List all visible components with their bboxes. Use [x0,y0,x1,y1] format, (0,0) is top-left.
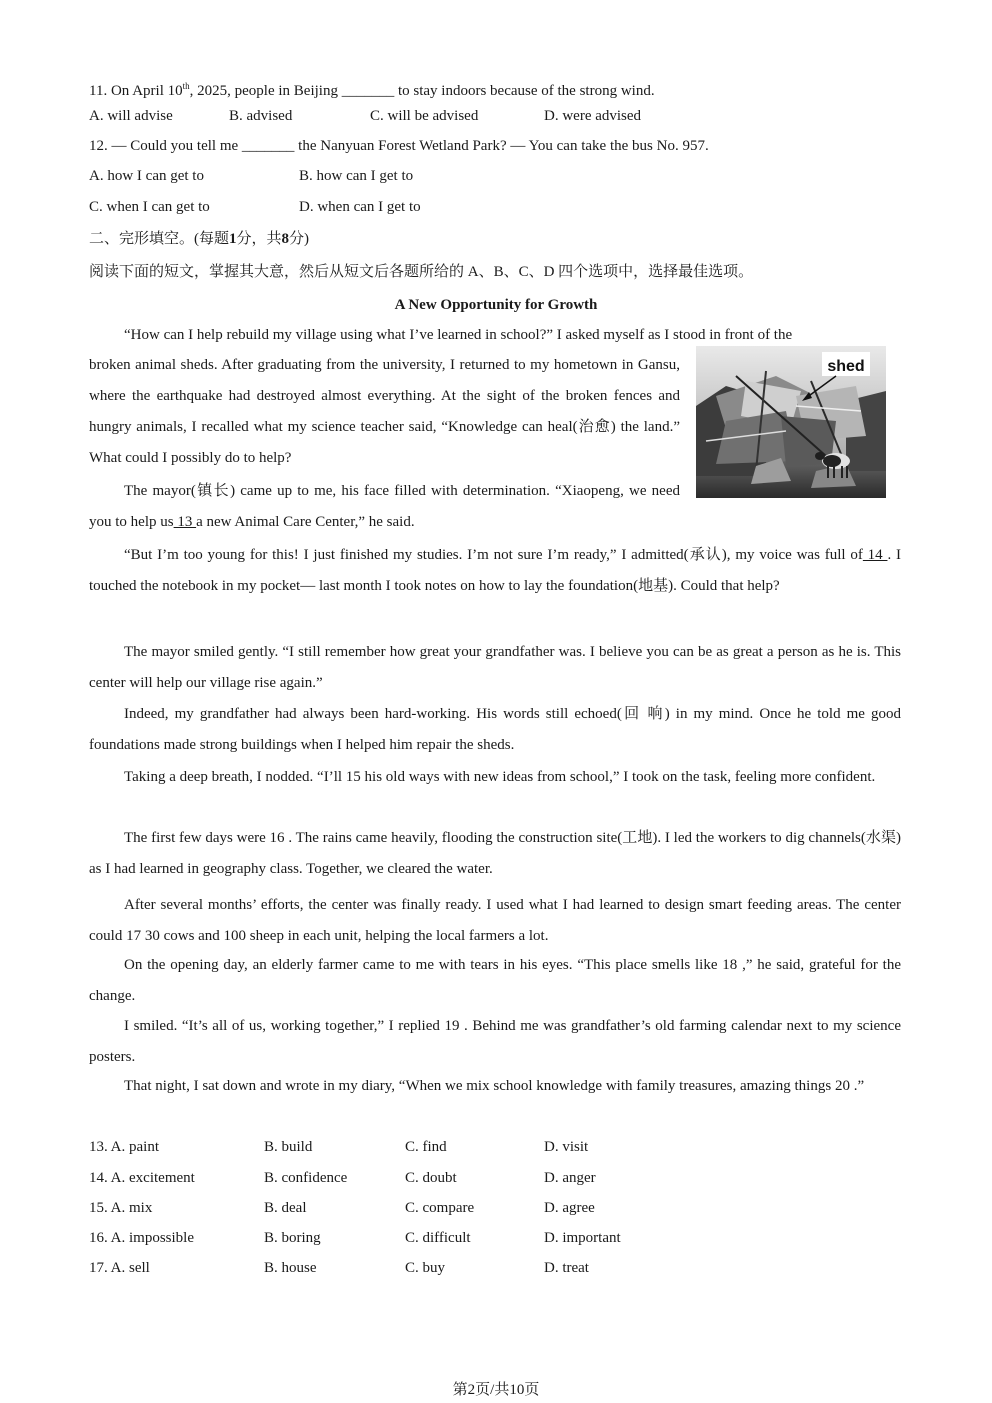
passage-paragraph-11: That night, I sat down and wrote in my diary, “When we mix school knowledge with family treasures, amazing things 20 .” [124,1078,865,1094]
q15-option-c: C. compare [405,1200,475,1216]
blank-14: 14 [862,547,888,563]
q13-option-d: D. visit [544,1139,589,1155]
q11-stem-start: 11. On April 10 [89,83,183,99]
section-instruction: 阅读下面的短文，掌握其大意，然后从短文后各题所给的 A、B、C、D 四个选项中，选择最佳选项。 [89,264,754,280]
q12-option-a: A. how I can get to [89,168,204,184]
shed-label: shed [827,358,865,375]
passage-paragraph-10: I smiled. “It’s all of us, working together,” I replied 19 . Behind me was grandfather’s old farming calendar next to my science posters. [89,1018,901,1065]
section-heading-points: 1 [229,231,237,247]
passage-paragraph-3 [89,540,901,602]
passage-paragraph-7: The first few days were 16 . The rains came heavily, flooding the construction site(工地). I led the workers to dig channels(水渠) as I had learned in geography class. Together, we cleared the water. [89,830,901,877]
page-number: 第2页/共10页 [452,1382,540,1398]
paragraph-3-text-end: . I touched the notebook in my pocket— last month I took notes on how to lay the foundation(地基). Could that help? [89,547,902,594]
q14-option-c: C. doubt [405,1170,457,1186]
q13-option-a: 13. A. paint [89,1139,159,1155]
q13-option-b: B. build [264,1139,313,1155]
q13-option-c: C. find [405,1139,447,1155]
passage-paragraph-9: On the opening day, an elderly farmer came to me with tears in his eyes. “This place smells like 18 ,” he said, grateful for the change. [89,957,901,1004]
q16-option-b: B. boring [264,1230,321,1246]
passage-paragraph-2 [89,476,680,538]
q17-option-a: 17. A. sell [89,1260,150,1276]
passage-paragraph-5: Indeed, my grandfather had always been hard-working. His words still echoed(回 响) in my mind. Once he told me good foundations made strong buildings when I helped him repair the sheds. [89,706,901,753]
q17-option-b: B. house [264,1260,317,1276]
section-heading-part: 分，共 [236,231,282,247]
section-heading [89,229,309,249]
passage-title: A New Opportunity for Growth [394,297,598,313]
q16-option-d: D. important [544,1230,621,1246]
q11-option-b: B. advised [229,108,293,124]
question-11-stem [89,76,655,101]
question-12-stem: 12. — Could you tell me _______ the Nanyuan Forest Wetland Park? — You can take the bus No. 957. [89,138,709,154]
passage-paragraph-4: The mayor smiled gently. “I still remember how great your grandfather was. I believe you can be as great a person as he is. This center will help our village rise again.” [89,644,901,691]
section-heading-total: 8 [281,231,290,247]
blank-13: 13 [173,514,197,530]
q17-option-d: D. treat [544,1260,589,1276]
q11-option-d: D. were advised [544,108,642,124]
q16-option-a: 16. A. impossible [89,1230,195,1246]
q14-option-a: 14. A. excitement [89,1170,195,1186]
passage-paragraph-6: Taking a deep breath, I nodded. “I’ll 15 his old ways with new ideas from school,” I took on the task, feeling more confident. [124,769,876,785]
q14-option-b: B. confidence [264,1170,348,1186]
section-heading-part: 二、完形填空。(每题 [89,231,229,247]
paragraph-2-text-end: a new Animal Care Center,” he said. [196,514,415,530]
q11-option-a: A. will advise [89,108,173,124]
q12-option-d: D. when can I get to [299,199,421,215]
section-heading-part: 分) [289,231,310,247]
collapsed-shed-photo [696,346,886,498]
q11-option-c: C. will be advised [370,108,479,124]
q17-option-c: C. buy [405,1260,446,1276]
paragraph-3-text: “But I’m too young for this! I just finished my studies. I’m not sure I’m ready,” I admitted(承认), my voice was full of [124,547,863,563]
passage-paragraph-8: After several months’ efforts, the center was finally ready. I used what I had learned to design smart feeding areas. The center could 17 30 cows and 100 sheep in each unit, helping the local farmers a lot. [89,897,901,944]
shed-illustration [696,346,886,498]
q15-option-d: D. agree [544,1200,595,1216]
q12-option-b: B. how can I get to [299,168,414,184]
q12-option-c: C. when I can get to [89,199,210,215]
passage-paragraph-1-body: broken animal sheds. After graduating from the university, I returned to my hometown in Gansu, where the earthquake had destroyed almost everything. At the sight of the broken fences and hungry animals, I recalled what my science teacher said, “Knowledge can heal(治愈) the land.” What could I possibly do to help? [89,357,680,466]
q11-stem-end: , 2025, people in Beijing _______ to stay indoors because of the strong wind. [189,83,655,99]
q11-superscript: th [182,81,190,91]
q16-option-c: C. difficult [405,1230,471,1246]
q15-option-a: 15. A. mix [89,1200,153,1216]
paragraph-2-text: The mayor(镇长) came up to me, his face filled with determination. “Xiaopeng, we need you to help us [89,483,680,530]
q14-option-d: D. anger [544,1170,596,1186]
q15-option-b: B. deal [264,1200,307,1216]
passage-paragraph-1-line-1: “How can I help rebuild my village using what I’ve learned in school?” I asked myself as I stood in front of the [124,327,793,343]
